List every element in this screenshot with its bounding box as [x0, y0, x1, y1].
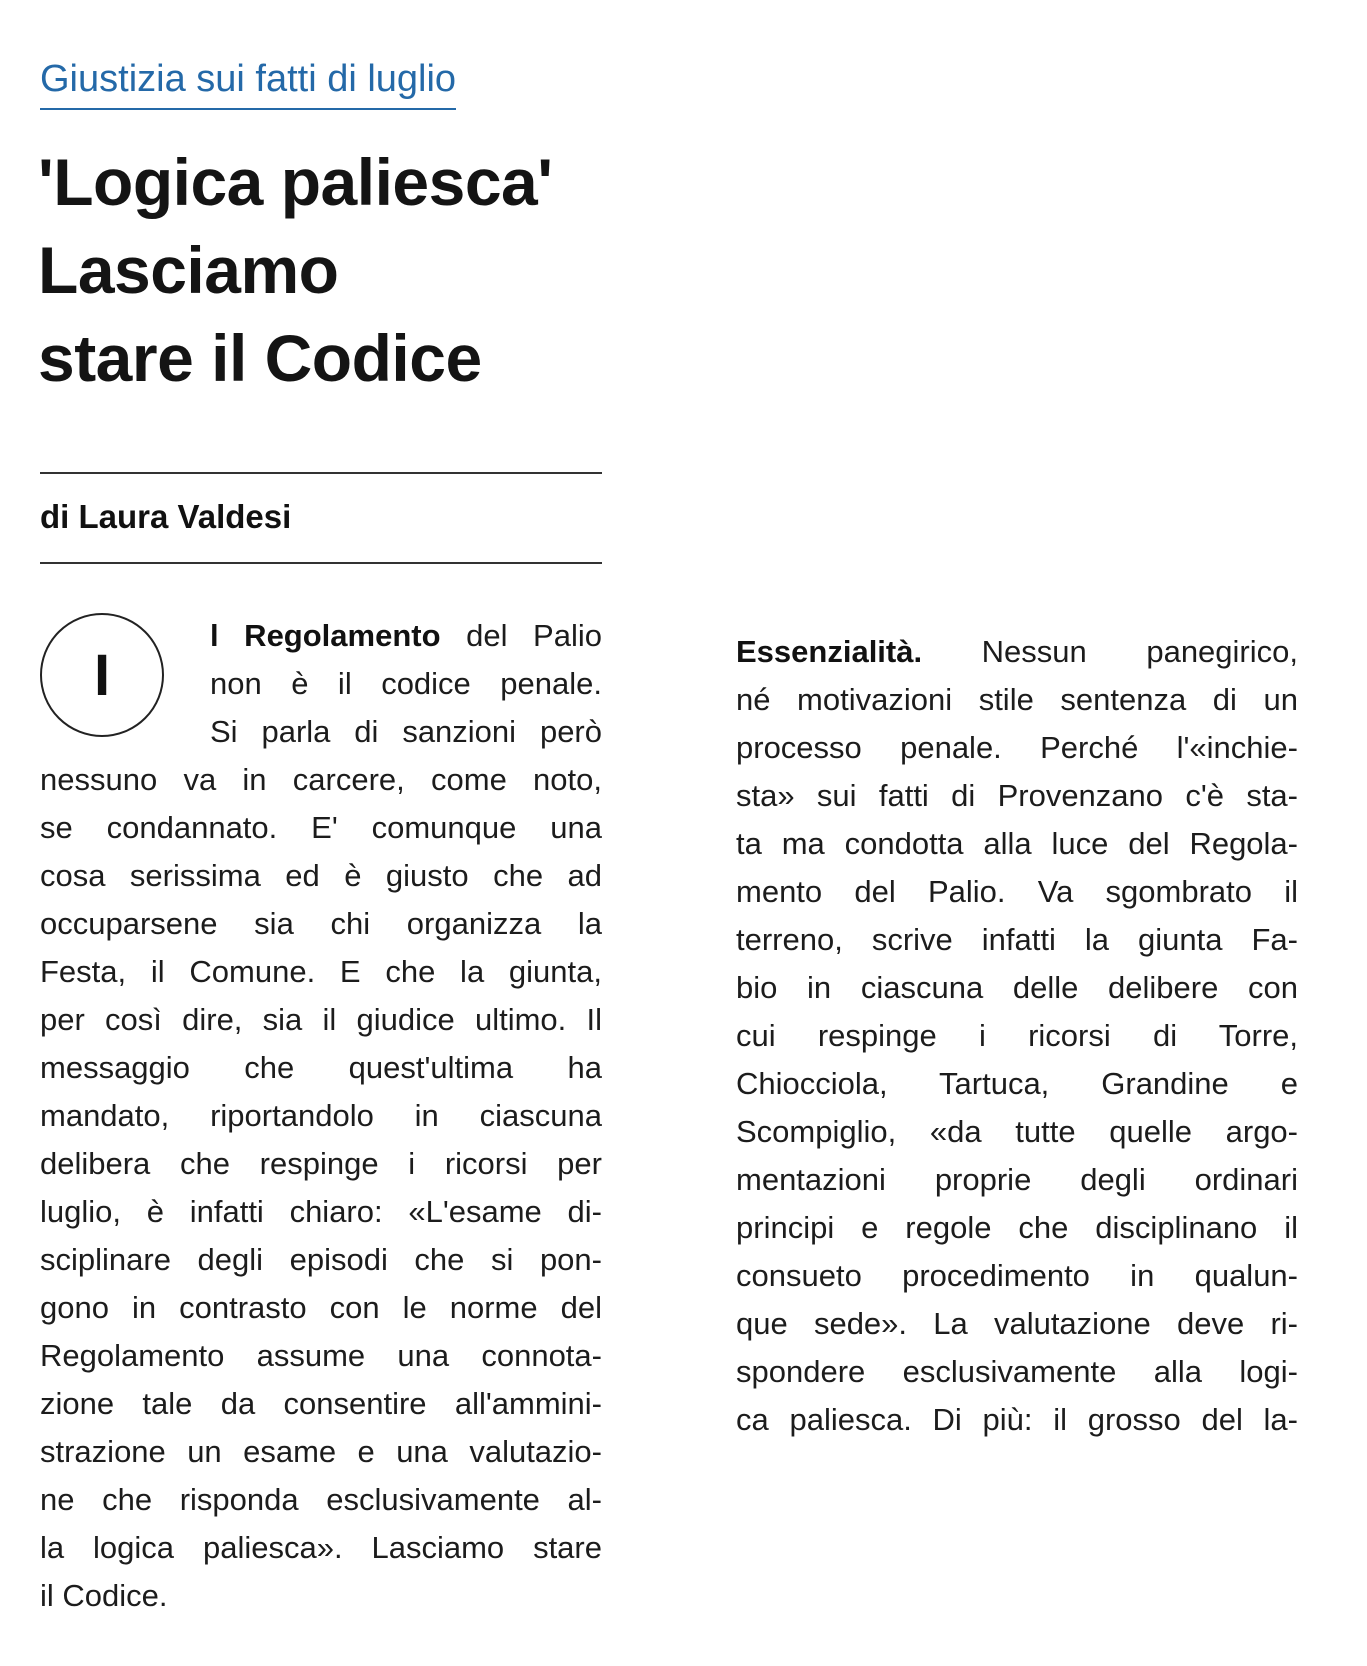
text-line: bio in ciascuna delle delibere con — [736, 970, 1298, 1005]
text-line: processo penale. Perché l'«inchie- — [736, 730, 1298, 765]
section-kicker: Giustizia sui fatti di luglio — [40, 58, 456, 110]
text-line: que sede». La valutazione deve ri- — [736, 1306, 1298, 1341]
text-line: luglio, è infatti chiaro: «L'esame di- — [40, 1194, 602, 1229]
text-line: Si parla di sanzioni però — [210, 714, 602, 749]
text-line: Festa, il Comune. E che la giunta, — [40, 954, 602, 989]
text-line: gono in contrasto con le norme del — [40, 1290, 602, 1325]
headline-line: 'Logica paliesca' — [38, 145, 553, 219]
text-line: il Codice. — [40, 1578, 168, 1613]
dropcap-initial: I — [40, 613, 164, 737]
text-line — [736, 628, 1298, 676]
section-lead-bold: Essenzialità. — [736, 634, 923, 669]
text-line: ca paliesca. Di più: il grosso del la- — [736, 1402, 1298, 1437]
text-line: spondere esclusivamente alla logi- — [736, 1354, 1298, 1389]
text-line: la logica paliesca». Lasciamo stare — [40, 1530, 602, 1565]
text-line: delibera che respinge i ricorsi per — [40, 1146, 602, 1181]
column-2-body — [736, 628, 1298, 1444]
text-line: mentazioni proprie degli ordinari — [736, 1162, 1298, 1197]
text-line: sta» sui fatti di Provenzano c'è sta- — [736, 778, 1298, 813]
text-line: nessuno va in carcere, come noto, — [40, 762, 602, 797]
column-1-body — [40, 756, 602, 1620]
text-line: cosa serissima ed è giusto che ad — [40, 858, 602, 893]
text-line: mandato, riportandolo in ciascuna — [40, 1098, 602, 1133]
lead-rest: Nessun panegirico, — [922, 634, 1298, 669]
text-line: consueto procedimento in qualun- — [736, 1258, 1298, 1293]
text-line: terreno, scrive infatti la giunta Fa- — [736, 922, 1298, 957]
headline — [38, 138, 678, 402]
text-line: non è il codice penale. — [210, 666, 602, 701]
lead-bold: l Regolamento — [210, 618, 441, 653]
text-line: sciplinare degli episodi che si pon- — [40, 1242, 602, 1277]
headline-line: Lasciamo — [38, 233, 339, 307]
text-line — [210, 612, 602, 660]
text-line: cui respinge i ricorsi di Torre, — [736, 1018, 1298, 1053]
text-line: zione tale da consentire all'ammini- — [40, 1386, 602, 1421]
byline-bottom-rule — [40, 562, 602, 564]
text-line: Regolamento assume una connota- — [40, 1338, 602, 1373]
byline: di Laura Valdesi — [40, 498, 292, 535]
text-line: ne che risponda esclusivamente al- — [40, 1482, 602, 1517]
byline-top-rule — [40, 472, 602, 474]
text-line: Chiocciola, Tartuca, Grandine e — [736, 1066, 1298, 1101]
text-line: strazione un esame e una valutazio- — [40, 1434, 602, 1469]
text-line: occuparsene sia chi organizza la — [40, 906, 602, 941]
text-line: se condannato. E' comunque una — [40, 810, 602, 845]
lead-rest: del Palio — [440, 618, 602, 653]
headline-line: stare il Codice — [38, 321, 482, 395]
text-line: principi e regole che disciplinano il — [736, 1210, 1298, 1245]
text-line: Scompiglio, «da tutte quelle argo- — [736, 1114, 1298, 1149]
text-line: messaggio che quest'ultima ha — [40, 1050, 602, 1085]
text-line: per così dire, sia il giudice ultimo. Il — [40, 1002, 602, 1037]
text-line: né motivazioni stile sentenza di un — [736, 682, 1298, 717]
text-line: ta ma condotta alla luce del Regola- — [736, 826, 1298, 861]
text-line: mento del Palio. Va sgombrato il — [736, 874, 1298, 909]
column-1-intro — [210, 612, 602, 756]
